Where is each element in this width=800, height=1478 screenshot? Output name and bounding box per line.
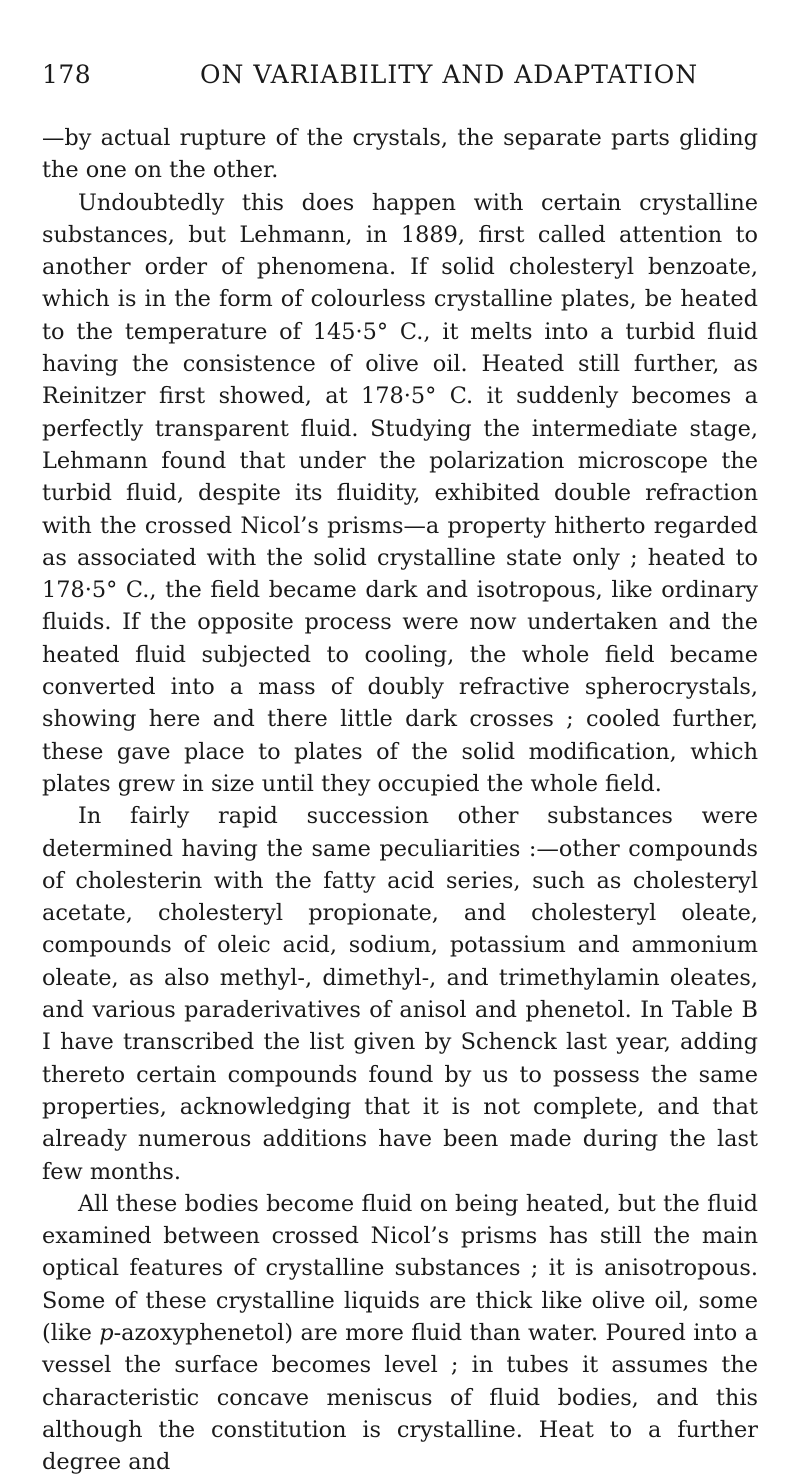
paragraph-text-before: All these bodies become fluid on being heated, but the fluid examined between crossed Nicol’s prisms has still the main optical features of crystalline substances ; it is anisotropous. Some of these crystalline liquids are thick like olive oil, some (like: [42, 1190, 758, 1346]
paragraph-other-substances: In fairly rapid succession other substances were determined having the same peculiarities :—other compounds of cholesterin with the fatty acid series, such as cholesteryl acetate, cholesteryl propionate, and cholesteryl oleate, compounds of oleic acid, sodium, potassium and ammonium oleate, as also methyl-, dimethyl-, and trimethylamin oleates, and various paraderivatives of anisol and phenetol. In Table B I have transcribed the list given by Schenck last year, adding thereto certain compounds found by us to possess the same properties, acknowledging that it is not complete, and that already numerous additions have been made during the last few months.: [42, 803, 758, 1185]
body-text: [42, 122, 758, 1478]
running-title: ON VARIABILITY AND ADAPTATION: [200, 60, 699, 89]
book-page: [42, 60, 758, 1478]
paragraph-lehmann-phenomena: Undoubtedly this does happen with certain crystalline substances, but Lehmann, in 1889, first called attention to another order of phenomena. If solid cholesteryl benzoate, which is in the form of colourless crystalline plates, be heated to the temperature of 145·5° C., it melts into a turbid fluid having the consistence of olive oil. Heated still further, as Reinitzer first showed, at 178·5° C. it suddenly becomes a perfectly transparent fluid. Studying the intermediate stage, Lehmann found that under the polarization microscope the turbid fluid, despite its fluidity, exhibited double refraction with the crossed Nicol’s prisms—a property hitherto regarded as associated with the solid crystalline state only ; heated to 178·5° C., the field became dark and isotropous, like ordinary fluids. If the opposite process were now undertaken and the heated fluid subjected to cooling, the whole field became converted into a mass of doubly refractive spherocrystals, showing here and there little dark crosses ; cooled further, these gave place to plates of the solid modification, which plates grew in size until they occupied the whole field.: [42, 189, 758, 797]
paragraph-continuation: —by actual rupture of the crystals, the separate parts gliding the one on the other.: [42, 125, 758, 184]
running-head: [42, 60, 758, 96]
para-prefix-italic: p: [99, 1319, 114, 1346]
paragraph-fluid-properties: [42, 1188, 758, 1478]
paragraph-text-after: -azoxyphenetol) are more fluid than water. Poured into a vessel the surface becomes level ; in tubes it assumes the characteristic concave meniscus of fluid bodies, and this although the constitution is crystalline. Heat to a further degree and: [42, 1319, 759, 1476]
page-number: 178: [42, 60, 92, 89]
